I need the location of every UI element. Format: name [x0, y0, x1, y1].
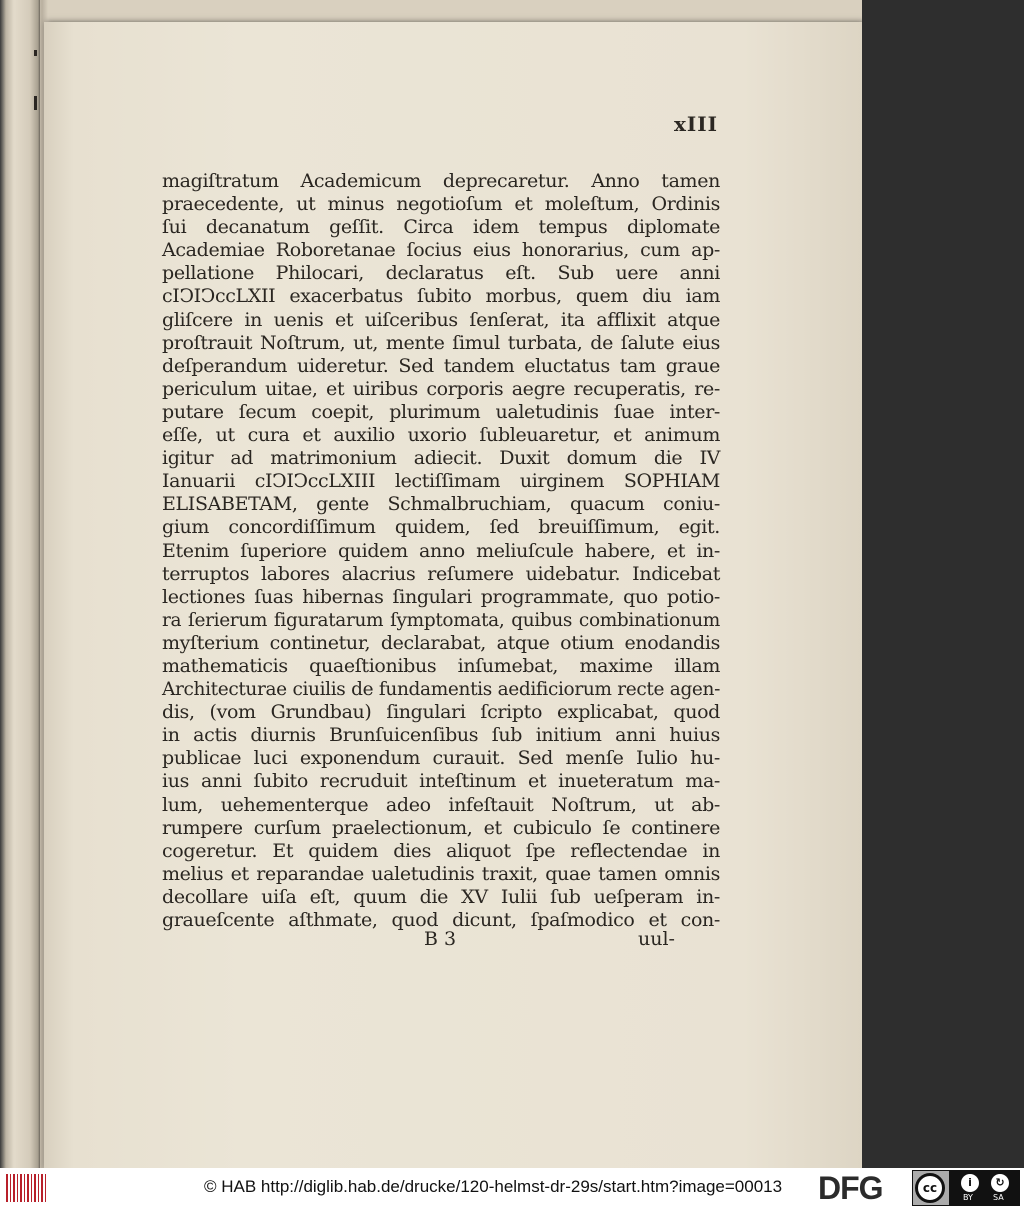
cc-license-badge[interactable]	[912, 1170, 1020, 1206]
dfg-logo[interactable]: DFG	[818, 1170, 883, 1206]
attribution-icon: i	[961, 1174, 979, 1192]
text-line: decollare uiſa eſt, quum die XV Iulii ſub ueſperam in-	[162, 885, 720, 908]
text-line: publicae luci exponendum curauit. Sed menſe Iulio hu-	[162, 747, 720, 770]
barcode-icon	[6, 1174, 46, 1202]
share-alike-icon: ↻	[991, 1174, 1009, 1192]
signature-mark: B 3	[424, 928, 457, 950]
text-line: eſſe, ut cura et auxilio uxorio ſubleuaretur, et animum	[162, 424, 720, 447]
text-line: praecedente, ut minus negotioſum et moleſtum, Ordinis	[162, 193, 720, 216]
footer-bar	[0, 1168, 1024, 1208]
text-line: proſtrauit Noſtrum, ut, mente ſimul turbata, de ſalute eius	[162, 331, 720, 354]
text-line: melius et reparandae ualetudinis traxit, quae tamen omnis	[162, 862, 720, 885]
book-page	[44, 22, 862, 1168]
text-line: ra ſerierum figuratarum ſymptomata, quibus combinationum	[162, 609, 720, 631]
text-line: pellatione Philocari, declaratus eſt. Sub uere anni	[162, 262, 720, 285]
text-line: Etenim ſuperiore quidem anno meliuſcule habere, et in-	[162, 539, 720, 562]
text-line: putare ſecum coepit, plurimum ualetudinis ſuae inter-	[162, 400, 720, 423]
cc-attribution-panel	[949, 1171, 1019, 1205]
text-line: dis, (vom Grundbau) ſingulari ſcripto explicabat, quod	[162, 701, 720, 724]
text-line: graueſcente aſthmate, quod dicunt, ſpaſmodico et con-	[162, 909, 720, 931]
page-number: xIII	[674, 112, 718, 136]
text-line: gium concordiſſimum quidem, ſed breuiſſimum, egit.	[162, 516, 720, 539]
text-line: gliſcere in uenis et uiſceribus ſenſerat, ita afflixit atque	[162, 308, 720, 331]
text-line: lectiones ſuas hibernas ſingulari programmate, quo potio-	[162, 585, 720, 608]
copyright-link[interactable]: © HAB http://diglib.hab.de/drucke/120-helmst-dr-29s/start.htm?image=00013	[204, 1177, 783, 1196]
text-line: Academiae Roboretanae ſocius eius honorarius, cum ap-	[162, 239, 720, 262]
text-line: ius anni ſubito recruduit inteſtinum et inueteratum ma-	[162, 770, 720, 793]
text-line: mathematicis quaeſtionibus inſumebat, maxime illam	[162, 654, 720, 677]
text-line: lum, uehementerque adeo infeſtauit Noſtrum, ut ab-	[162, 793, 720, 816]
text-line: myſterium continetur, declarabat, atque otium enodandis	[162, 631, 720, 654]
spine-mark	[34, 50, 37, 56]
text-line: Architecturae ciuilis de fundamentis aedificiorum recte agen-	[162, 679, 720, 701]
cc-by-label: BY	[963, 1193, 973, 1202]
text-line: ELISABETAM, gente Schmalbruchiam, quacum coniu-	[162, 493, 720, 516]
text-line: cogeretur. Et quidem dies aliquot ſpe reflectendae in	[162, 839, 720, 862]
text-line: magiſtratum Academicum deprecaretur. Anno tamen	[162, 170, 720, 192]
facing-page-edge	[0, 0, 40, 1168]
text-line: ſui decanatum geſſit. Circa idem tempus diplomate	[162, 216, 720, 239]
text-line: in actis diurnis Brunſuicenſibus ſub initium anni huius	[162, 724, 720, 747]
scan-background	[862, 0, 1024, 1168]
text-line: rumpere curſum praelectionum, et cubiculo ſe continere	[162, 816, 720, 839]
cc-icon: cc	[915, 1173, 945, 1203]
text-line: cIↃIↃccLXII exacerbatus ſubito morbus, quem diu iam	[162, 285, 720, 308]
text-line: periculum uitae, et uiribus corporis aegre recuperatis, re-	[162, 377, 720, 400]
cc-sa-label: SA	[993, 1193, 1004, 1202]
text-block	[162, 170, 720, 932]
text-line: Ianuarii cIↃIↃccLXIII lectiſſimam uirginem SOPHIAM	[162, 470, 720, 493]
catchword: uul-	[638, 928, 675, 950]
text-line: deſperandum uideretur. Sed tandem eluctatus tam graue	[162, 354, 720, 377]
text-line: igitur ad matrimonium adiecit. Duxit domum die IV	[162, 447, 720, 470]
spine-mark	[34, 96, 37, 110]
text-line: terruptos labores alacrius reſumere uidebatur. Indicebat	[162, 562, 720, 585]
